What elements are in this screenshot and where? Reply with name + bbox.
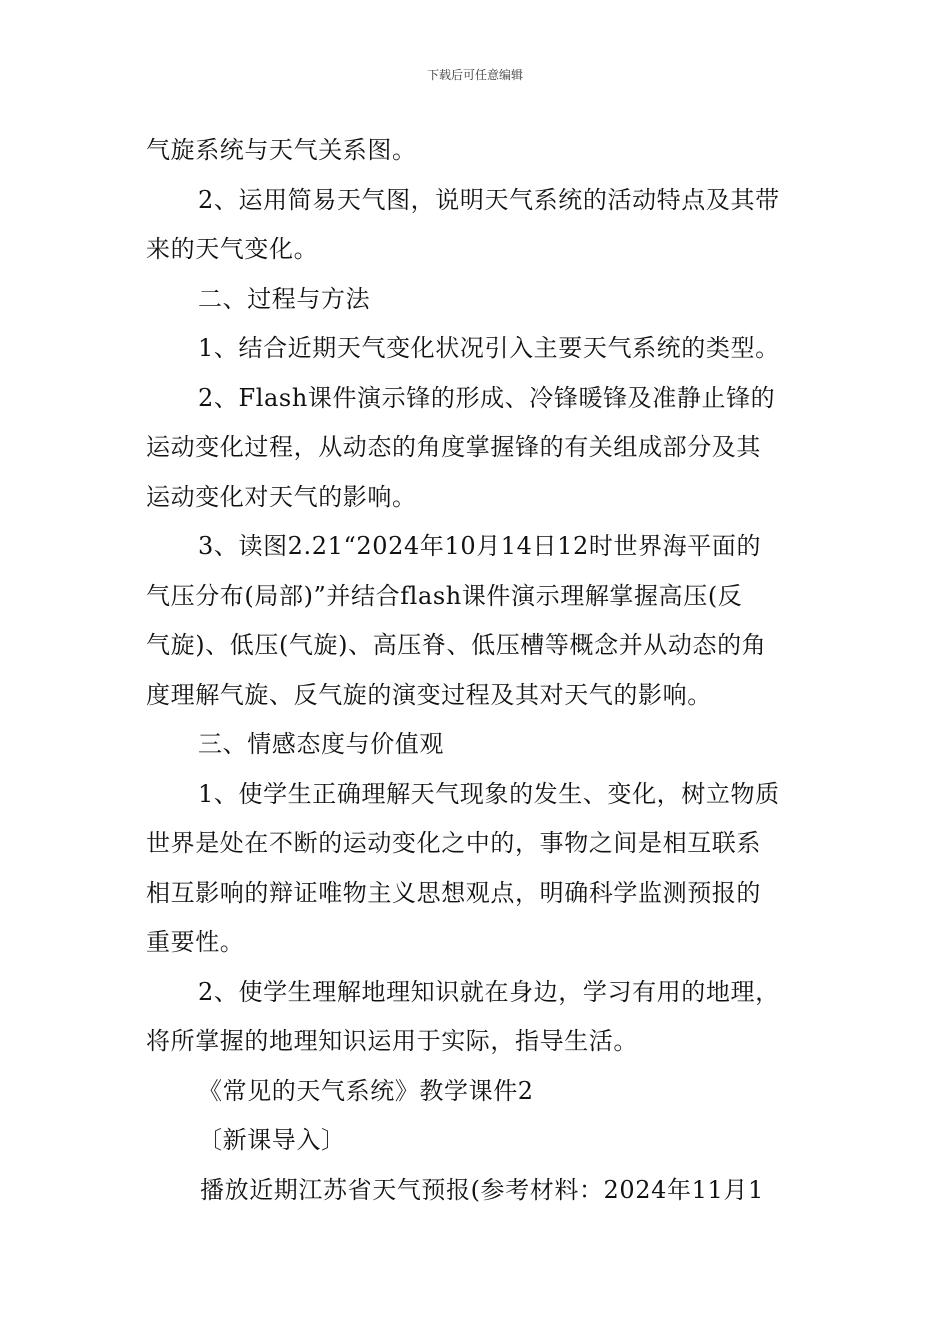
- section-heading: 三、情感态度与价值观: [198, 730, 444, 758]
- text-line: 来的天气变化。: [146, 235, 319, 263]
- text-line: 将所掌握的地理知识运用于实际，指导生活。: [146, 1027, 638, 1055]
- text-line: 气旋系统与天气关系图。: [146, 136, 417, 164]
- text-line: 运动变化对天气的影响。: [146, 482, 417, 511]
- page-header: 下载后可任意编辑: [426, 68, 523, 82]
- text-line: 播放近期江苏省天气预报(参考材料：2024年11月1: [200, 1175, 764, 1204]
- list-item: 3、读图2.21“2024年10月14日12时世界海平面的: [198, 532, 762, 560]
- section-title: 《常见的天气系统》教学课件2: [198, 1076, 534, 1105]
- text-line: 世界是处在不断的运动变化之中的，事物之间是相互联系: [146, 829, 761, 857]
- text-line: 度理解气旋、反气旋的演变过程及其对天气的影响。: [146, 680, 712, 709]
- text-line: 气压分布(局部)”并结合flash课件演示理解掌握高压(反: [146, 581, 743, 610]
- list-item: 2、Flash课件演示锋的形成、冷锋暖锋及准静止锋的: [198, 383, 776, 412]
- section-heading: 〔新课导入〕: [198, 1126, 346, 1154]
- list-item: 1、使学生正确理解天气现象的发生、变化，树立物质: [198, 779, 780, 808]
- list-item: 2、运用简易天气图，说明天气系统的活动特点及其带: [198, 185, 780, 214]
- text-line: 相互影响的辩证唯物主义思想观点，明确科学监测预报的: [146, 878, 761, 907]
- list-item: 1、结合近期天气变化状况引入主要天气系统的类型。: [198, 334, 780, 362]
- text-line: 运动变化过程，从动态的角度掌握锋的有关组成部分及其: [146, 433, 761, 461]
- document-body: [146, 126, 811, 1215]
- section-heading: 二、过程与方法: [198, 284, 371, 313]
- text-line: 气旋)、低压(气旋)、高压脊、低压槽等概念并从动态的角: [146, 631, 767, 659]
- list-item: 2、使学生理解地理知识就在身边，学习有用的地理，: [198, 977, 780, 1006]
- text-line: 重要性。: [146, 928, 245, 956]
